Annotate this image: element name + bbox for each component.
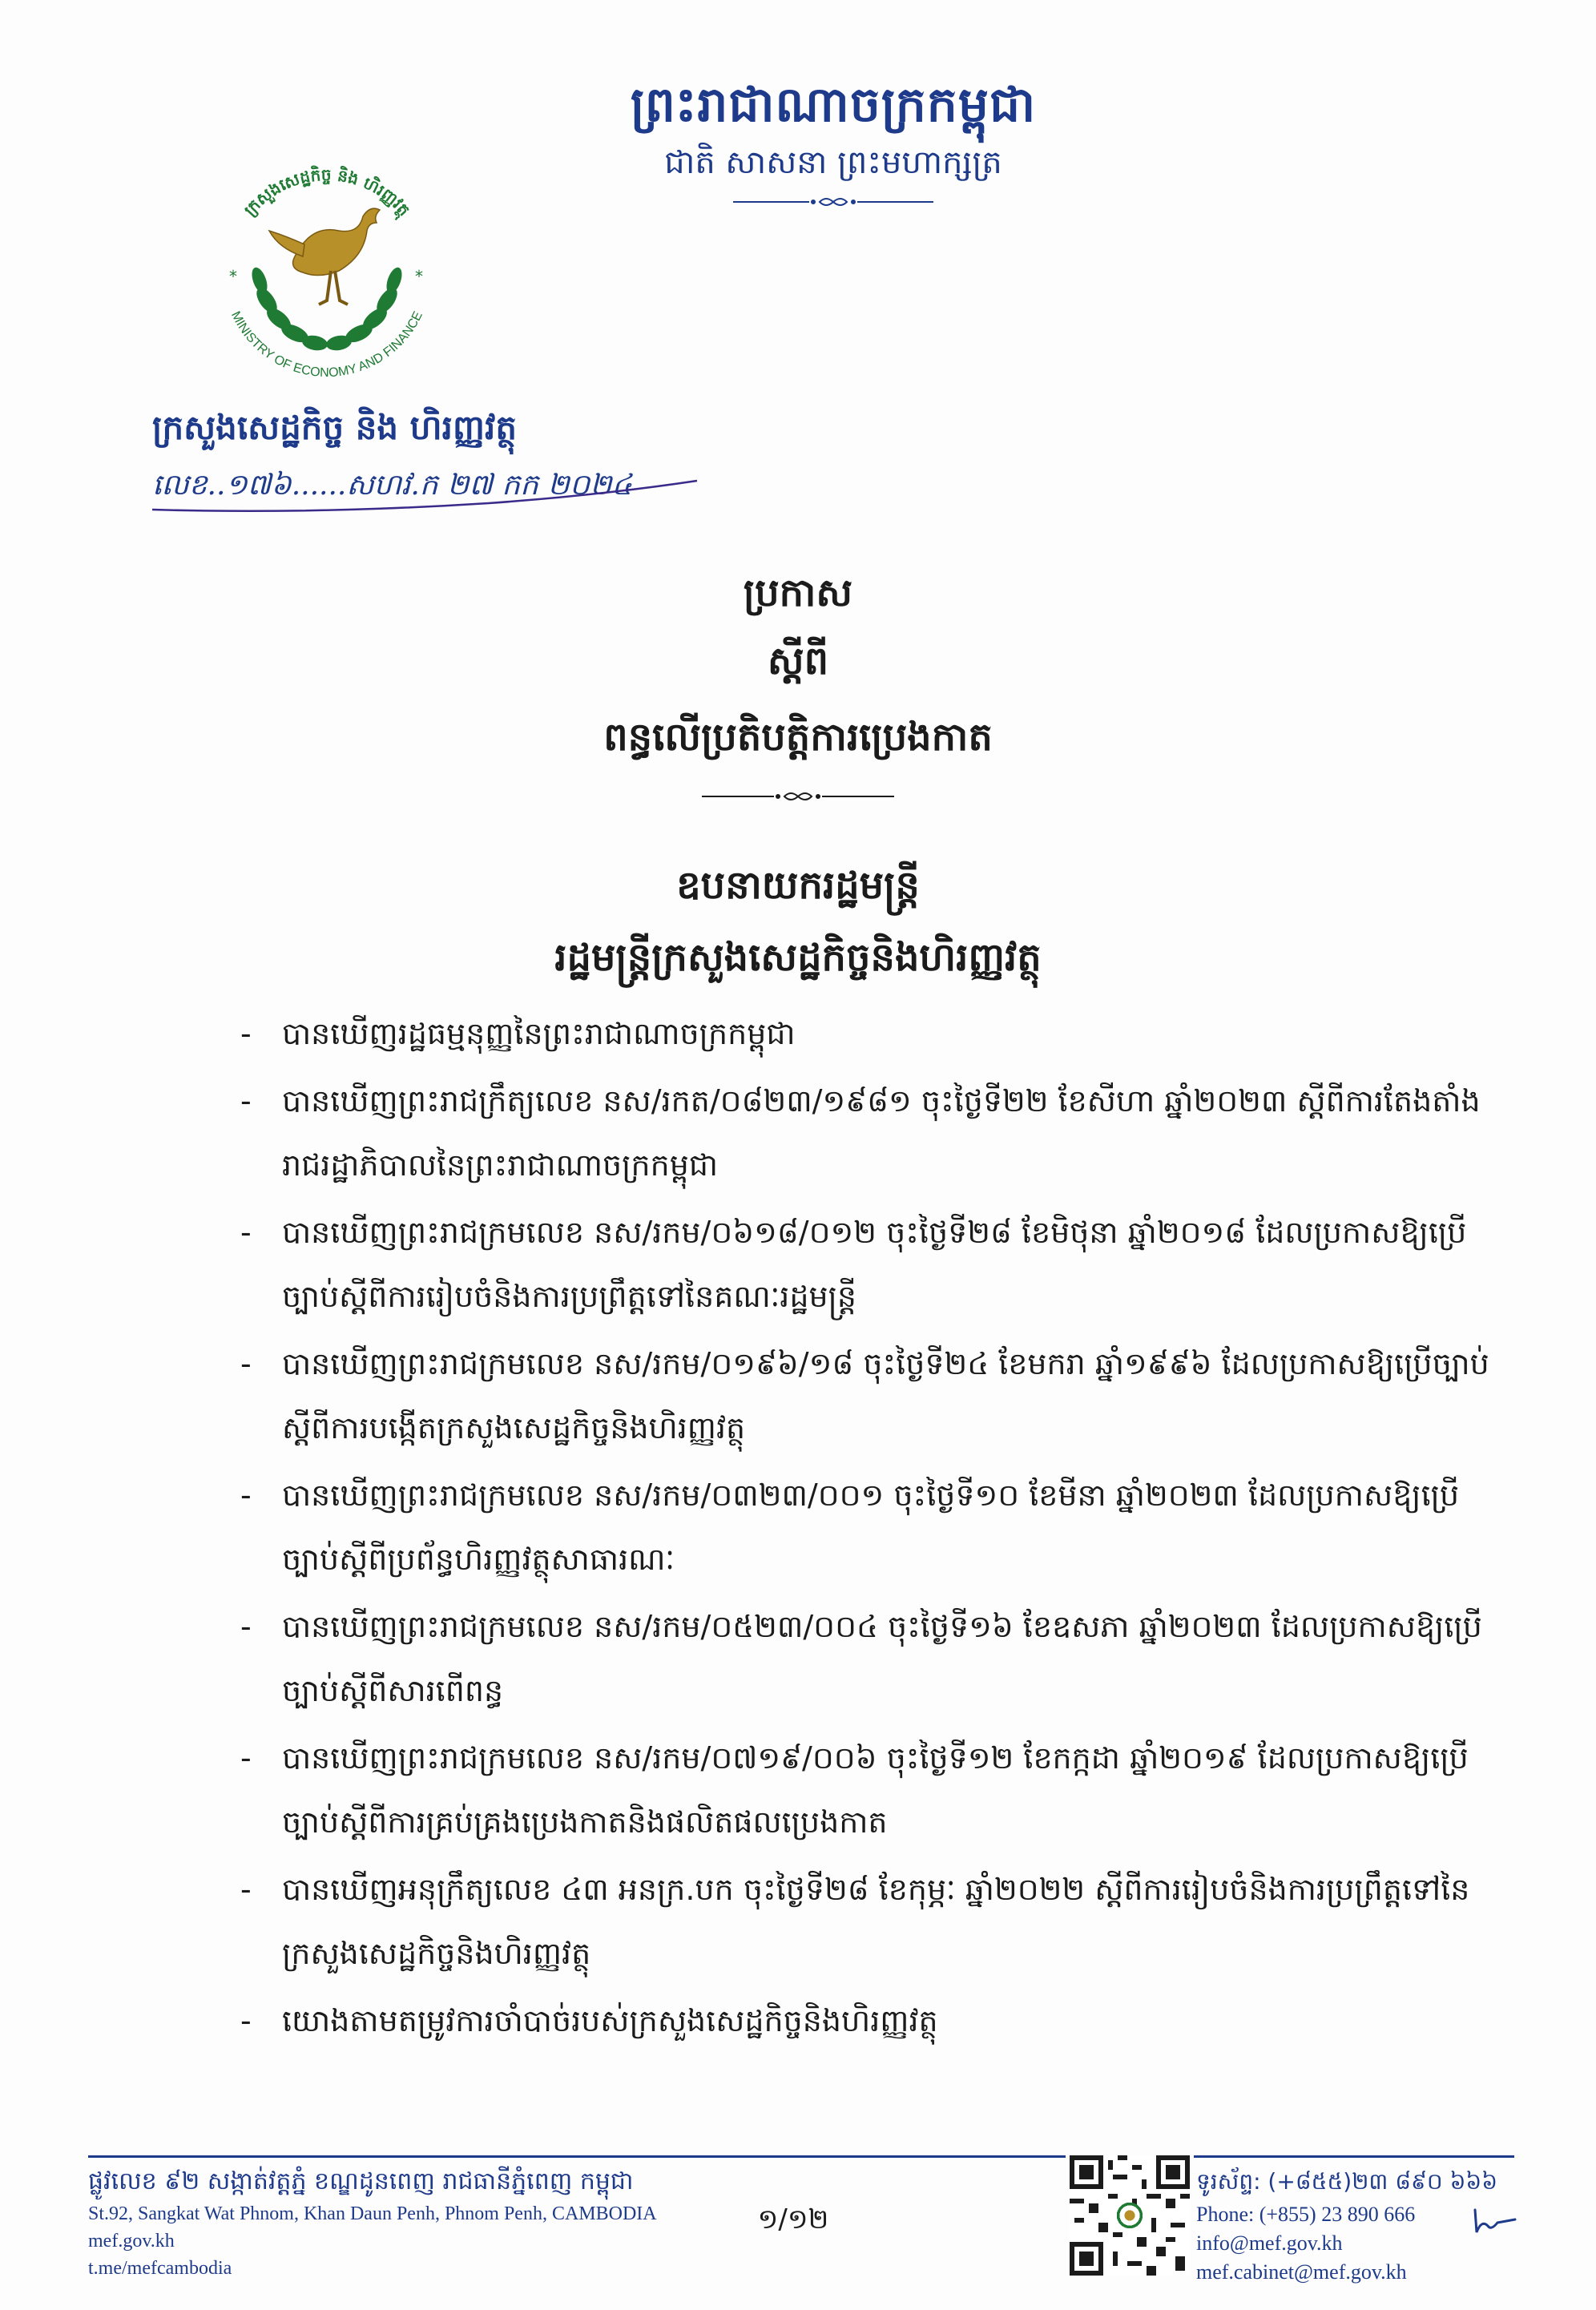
kingdom-header bbox=[577, 74, 1090, 213]
title-line-1: ប្រកាស bbox=[743, 570, 853, 615]
document-title bbox=[478, 561, 1118, 808]
authority-line-2: រដ្ឋមន្ត្រីក្រសួងសេដ្ឋកិច្ចនិងហិរញ្ញវត្ថុ bbox=[554, 935, 1042, 980]
address-english: St.92, Sangkat Wat Phnom, Khan Daun Penh, Phnom Penh, CAMBODIA bbox=[88, 2203, 657, 2224]
handwritten-underline-icon bbox=[152, 463, 713, 519]
list-item: - បានឃើញព្រះរាជក្រមលេខ នស/រកម/០៥២៣/០០៤ ចុះថ្ងៃទី១៦ ខែឧសភា ឆ្នាំ២០២៣ ដែលប្រកាសឱ្យប្រើច្បាប់ស្តីពីសារពើពន្ធ bbox=[240, 1609, 1482, 1708]
kingdom-motto: ជាតិ សាសនា ព្រះមហាក្សត្រ bbox=[664, 144, 1002, 181]
website-link[interactable]: mef.gov.kh bbox=[88, 2231, 175, 2252]
page-number: ១/១២ bbox=[757, 2203, 829, 2235]
qr-code-icon[interactable] bbox=[1070, 2155, 1190, 2276]
issuing-authority bbox=[397, 849, 1199, 994]
list-item: - បានឃើញអនុក្រឹត្យលេខ ៤៣ អនក្រ.បក ចុះថ្ងៃទី២៨ ខែកុម្ភៈ ឆ្នាំ២០២២ ស្តីពីការរៀបចំនិងការប្រព្រឹត្តទៅនៃក្រសួងសេដ្ឋកិច្ចនិងហិរញ្ញវត្ថុ bbox=[240, 1872, 1470, 1971]
authority-line-1: ឧបនាយករដ្ឋមន្ត្រី bbox=[676, 863, 920, 908]
telegram-link[interactable]: t.me/mefcambodia bbox=[88, 2258, 232, 2279]
svg-text:*: * bbox=[415, 267, 423, 286]
ministry-emblem-icon bbox=[199, 136, 455, 393]
list-item: - យោងតាមតម្រូវការចាំបាច់របស់ក្រសួងសេដ្ឋកិច្ចនិងហិរញ្ញវត្ថុ bbox=[240, 2003, 938, 2038]
handwritten-initial-icon bbox=[1470, 2205, 1518, 2237]
ornament-divider-icon bbox=[702, 788, 894, 804]
footer-address bbox=[88, 2163, 729, 2282]
ministry-name: ក្រសួងសេដ្ឋកិច្ច និង ហិរញ្ញវត្ថុ bbox=[152, 408, 517, 447]
svg-text:*: * bbox=[229, 267, 237, 286]
email-info-link[interactable]: info@mef.gov.kh bbox=[1196, 2231, 1343, 2255]
kingdom-title: ព្រះរាជាណាចក្រកម្ពុជា bbox=[630, 77, 1037, 133]
title-line-2: ស្តីពី bbox=[767, 639, 829, 683]
title-line-3: ពន្ធលើប្រតិបត្តិការប្រេងកាត bbox=[603, 715, 993, 760]
svg-text:MINISTRY OF ECONOMY AND FINANC: MINISTRY OF ECONOMY AND FINANCE bbox=[228, 309, 425, 381]
list-item: - បានឃើញព្រះរាជក្រមលេខ នស/រកម/០៦១៨/០១២ ចុះថ្ងៃទី២៨ ខែមិថុនា ឆ្នាំ២០១៨ ដែលប្រកាសឱ្យប្រើច្បាប់ស្តីពីការរៀបចំនិងការប្រព្រឹត្តទៅនៃគណៈរដ្ឋមន្ត្រី bbox=[240, 1215, 1467, 1314]
list-item: - បានឃើញព្រះរាជក្រមលេខ នស/រកម/០១៩៦/១៨ ចុះថ្ងៃទី២៤ ខែមករា ឆ្នាំ១៩៩៦ ដែលប្រកាសឱ្យប្រើច្បាប់ស្តីពីការបង្កើតក្រសួងសេដ្ឋកិច្ចនិងហិរញ្ញវត្ថុ bbox=[240, 1346, 1489, 1445]
reference-number bbox=[152, 463, 713, 519]
svg-text:ក្រសួងសេដ្ឋកិច្ច និង ហិរញ្ញវត្: ក្រសួងសេដ្ឋកិច្ច និង ហិរញ្ញវត្ថុ bbox=[240, 164, 414, 220]
preamble-list bbox=[240, 1002, 1490, 2056]
footer-divider bbox=[1194, 2155, 1514, 2158]
list-item: - បានឃើញព្រះរាជក្រមលេខ នស/រកម/០៣២៣/០០១ ចុះថ្ងៃទី១០ ខែមីនា ឆ្នាំ២០២៣ ដែលប្រកាសឱ្យប្រើច្បាប់ស្តីពីប្រព័ន្ធហិរញ្ញវត្ថុសាធារណៈ bbox=[240, 1478, 1460, 1577]
list-item: - បានឃើញរដ្ឋធម្មនុញ្ញនៃព្រះរាជាណាចក្រកម្ពុជា bbox=[240, 1016, 796, 1051]
reference-text: លេខ..១៧៦......សហវ.ក ២៧ កក ២០២៤ bbox=[152, 469, 632, 502]
phone-khmer: ទូរស័ព្ទ: (+៨៥៥)២៣ ៨៩០ ៦៦៦ bbox=[1196, 2168, 1498, 2195]
ornament-divider-icon bbox=[733, 194, 933, 210]
phone-english: Phone: (+855) 23 890 666 bbox=[1196, 2203, 1416, 2226]
footer-divider bbox=[88, 2155, 1066, 2158]
email-cabinet-link[interactable]: mef.cabinet@mef.gov.kh bbox=[1196, 2260, 1407, 2284]
address-khmer: ផ្លូវលេខ ៩២ សង្កាត់វត្តភ្នំ ខណ្ឌដូនពេញ រាជធានីភ្នំពេញ កម្ពុជា bbox=[88, 2167, 634, 2195]
list-item: - បានឃើញព្រះរាជក្រឹត្យលេខ នស/រកត/០៨២៣/១៩៨១ ចុះថ្ងៃទី២២ ខែសីហា ឆ្នាំ២០២៣ ស្តីពីការតែងតាំងរាជរដ្ឋាភិបាលនៃព្រះរាជាណាចក្រកម្ពុជា bbox=[240, 1083, 1481, 1183]
list-item: - បានឃើញព្រះរាជក្រមលេខ នស/រកម/០៧១៩/០០៦ ចុះថ្ងៃទី១២ ខែកក្កដា ឆ្នាំ២០១៩ ដែលប្រកាសឱ្យប្រើច្បាប់ស្តីពីការគ្រប់គ្រងប្រេងកាតនិងផលិតផលប្រេងកាត bbox=[240, 1740, 1469, 1840]
